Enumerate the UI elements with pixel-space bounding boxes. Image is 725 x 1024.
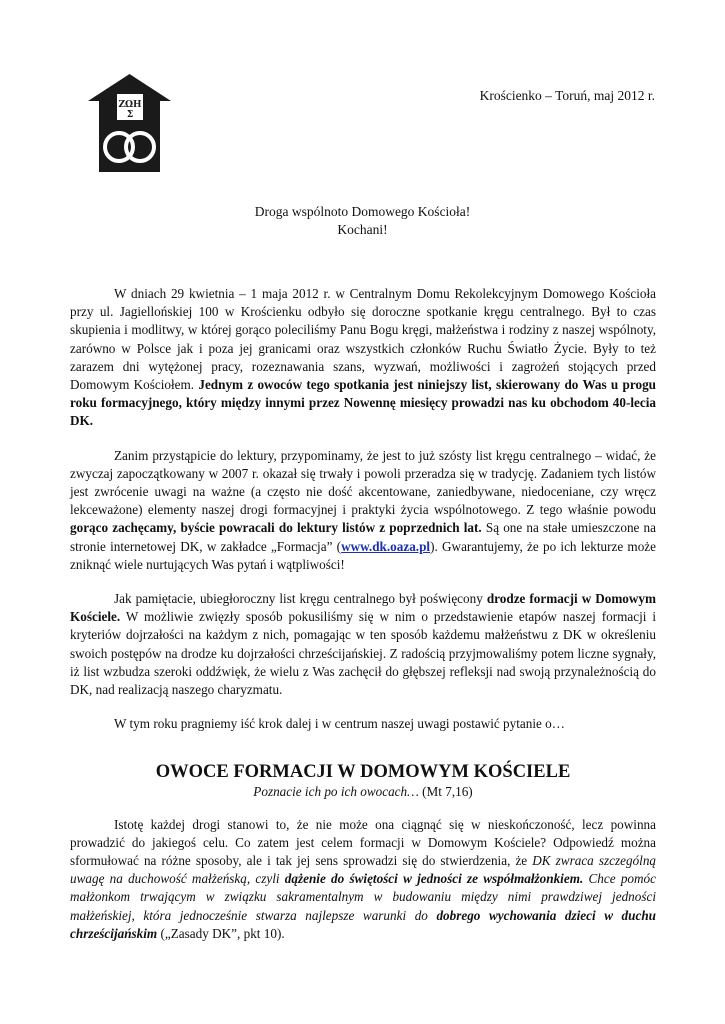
letter-body <box>70 285 656 959</box>
greeting-line-1: Droga wspólnoto Domowego Kościoła! <box>254 204 471 219</box>
dateline: Krościenko – Toruń, maj 2012 r. <box>479 88 655 103</box>
paragraph-2: Zanim przystąpicie do lektury, przypominamy, że jest to już szósty list kręgu centralnego – widać, że zwyczaj zapoczątkowany w 2007 r. okazał się trwały i powoli przeradza się w tradycję. Zadaniem tych listów jest zwrócenie uwagi na ważne (a często nie dość akcentowane, zaniedbywane, niedoceniane, czy wręcz lekceważone) elementy naszej drogi formacyjnej i praktyki życia wspólnotowego. Z tego właśnie powodu gorąco zachęcamy, byście powracali do lektury listów z poprzednich lat. Są one na stałe umieszczone na stronie internetowej DK, w zakładce „Formacja” (www.dk.oaza.pl). Gwarantujemy, że po ich lekturze może zniknąć wiele nurtujących Was pytań i wątpliwości! <box>70 447 656 572</box>
website-link[interactable]: www.dk.oaza.pl <box>341 538 431 554</box>
logo-letters-top: ΖΩΗ <box>118 100 142 110</box>
section-subtitle: Poznacie ich po ich owocach… (Mt 7,16) <box>253 784 473 800</box>
section-title: OWOCE FORMACJI W DOMOWYM KOŚCIELE <box>155 762 571 783</box>
logo-letters-bottom: Σ <box>126 110 134 120</box>
paragraph-5: Istotę każdej drogi stanowi to, że nie może ona ciągnąć się w nieskończoność, lecz powinna prowadzić do jakiegoś celu. Co zatem jest celem formacji w Domowym Kościele? Odpowiedź można sformułować na różne sposoby, ale i tak jej sens sprowadzi się do stwierdzenia, że DK zwraca szczególną uwagę na duchowość małżeńską, czyli dążenie do świętości w jedności ze współmałżonkiem. Chce pomóc małżonkom trwającym w związku sakramentalnym w budowaniu między nimi prawdziwej jedności małżeńskiej, która jednocześnie stwarza najlepsze warunki do dobrego wychowania dzieci w duchu chrześcijańskim („Zasady DK”, pkt 10). <box>70 816 657 941</box>
domestic-church-logo-icon <box>88 74 171 172</box>
paragraph-4: W tym roku pragniemy iść krok dalej i w centrum naszej uwagi postawić pytanie o… <box>114 716 565 732</box>
paragraph-3: Jak pamiętacie, ubiegłoroczny list kręgu centralnego był poświęcony drodze formacji w Domowym Kościele. W możliwie zwięzły sposób pokusiliśmy się w nim o przedstawienie etapów naszej formacji i kryteriów dojrzałości na każdym z nich, pomagając w ten sposób każdemu małżeństwu z DK w określeniu swoich postępów na drodze ku dojrzałości chrześcijańskiej. Z radością przyjmowaliśmy potem liczne sygnały, iż list wzbudza szeroki oddźwięk, że wielu z Was zachęcił do głębszej refleksji nad swoją przynależnością do DK, nad realizacją naszego charyzmatu. <box>70 591 656 698</box>
paragraph-1: W dniach 29 kwietnia – 1 maja 2012 r. w Centralnym Domu Rekolekcyjnym Domowego Kościoła przy ul. Jagiellońskiej 100 w Krościenku odbyło się doroczne spotkanie kręgu centralnego. Był to czas skupienia i modlitwy, w której gorąco poleciliśmy Panu Bogu kręgi, małżeństwa i rodziny z naszej wspólnoty, zarówno w Polsce jak i poza jej granicami oraz wszystkich członków Ruchu Światło Życie. Były to też zarazem dni wytężonej pracy, rozeznawania szans, wyzwań, możliwości i zagrożeń stojących przed Domowym Kościołem. Jednym z owoców tego spotkania jest niniejszy list, skierowany do Was u progu roku formacyjnego, który między innymi przez Nowennę miesięcy prowadzi nas ku obchodom 40-lecia DK. <box>70 286 656 429</box>
logo <box>88 74 171 172</box>
greeting <box>0 203 725 239</box>
greeting-line-2: Kochani! <box>337 222 388 237</box>
